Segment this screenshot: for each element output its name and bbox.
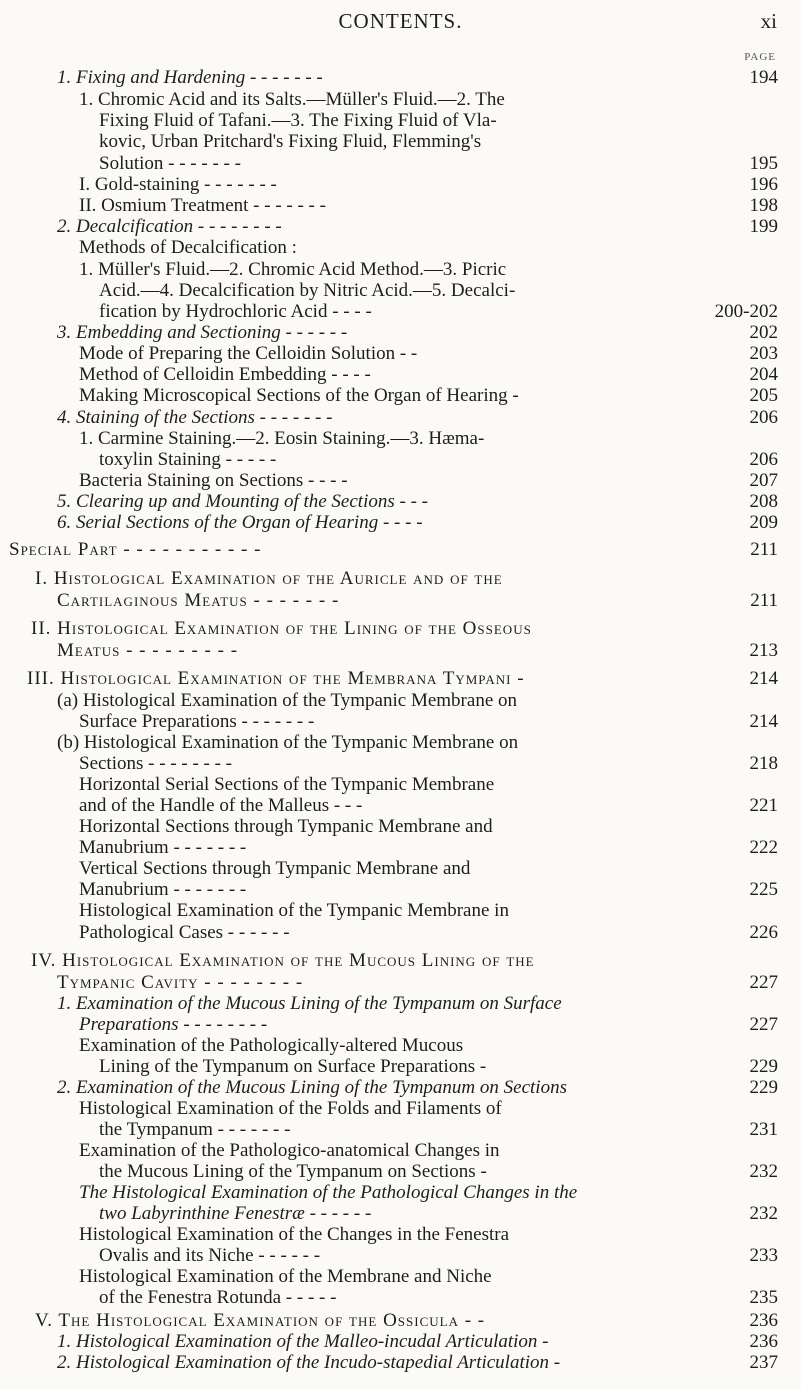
toc-entry-text: the Mucous Lining of the Tympanum on Sections - <box>99 1161 487 1182</box>
toc-entry-text: and of the Handle of the Malleus - - - <box>79 795 363 816</box>
toc-entry-page: 206 <box>749 449 778 470</box>
toc-entry-page: 227 <box>749 1014 778 1035</box>
toc-entry-page: 205 <box>749 385 778 406</box>
toc-entry-text: Sections - - - - - - - - <box>79 753 233 774</box>
toc-entry <box>0 449 801 471</box>
toc-entry-text: 2. Decalcification - - - - - - - - <box>57 216 282 237</box>
toc-entry <box>0 837 801 859</box>
toc-entry-text: Method of Celloidin Embedding - - - - <box>79 364 371 385</box>
toc-entry <box>0 711 801 733</box>
toc-entry-text: II. Osmium Treatment - - - - - - - <box>79 195 326 216</box>
toc-entry-text: Histological Examination of the Tympanic Membrane in <box>79 900 509 921</box>
toc-entry <box>0 590 801 612</box>
page-header <box>0 0 801 40</box>
toc-entry-page: 202 <box>749 322 778 343</box>
toc-entry <box>0 364 801 386</box>
toc-entry-text: III. Histological Examination of the Membrana Tympani - <box>27 668 525 689</box>
toc-entry-text: Manubrium - - - - - - - <box>79 879 247 900</box>
toc-entry <box>0 816 801 838</box>
toc-entry-page: 218 <box>749 753 778 774</box>
toc-entry-page: 235 <box>749 1287 778 1308</box>
toc-entry-page: 204 <box>749 364 778 385</box>
toc-entry-text: Ovalis and its Niche - - - - - - <box>99 1245 321 1266</box>
toc-entry-text: (b) Histological Examination of the Tympanic Membrane on <box>57 732 519 753</box>
toc-entry <box>0 1182 801 1204</box>
toc-entry <box>0 1203 801 1225</box>
toc-entry <box>0 428 801 450</box>
toc-entry <box>0 1331 801 1353</box>
toc-entry <box>0 950 801 972</box>
toc-entry <box>0 640 801 662</box>
toc-entry-page: 211 <box>750 590 778 611</box>
toc-entry <box>0 753 801 775</box>
toc-entry-text: Cartilaginous Meatus - - - - - - - <box>57 590 340 611</box>
toc-entry <box>0 301 801 323</box>
toc-entry-text: Histological Examination of the Folds and Filaments of <box>79 1098 502 1119</box>
toc-entry-text: Vertical Sections through Tympanic Membrane and <box>79 858 471 879</box>
toc-entry <box>0 491 801 513</box>
toc-entry-text: 1. Müller's Fluid.—2. Chromic Acid Method.—3. Picric <box>79 259 507 280</box>
toc-entry <box>0 195 801 217</box>
toc-entry <box>0 1352 801 1374</box>
toc-entry <box>0 89 801 111</box>
toc-entry <box>0 1266 801 1288</box>
toc-entry-page: 227 <box>749 972 778 993</box>
toc-entry-page: 196 <box>749 174 778 195</box>
toc-entry-text: I. Gold-staining - - - - - - - <box>79 174 277 195</box>
toc-entry <box>0 539 801 561</box>
toc-entry <box>0 922 801 944</box>
toc-entry-text: fication by Hydrochloric Acid - - - - <box>99 301 372 322</box>
toc-entry-text: Lining of the Tympanum on Surface Preparations - <box>99 1056 487 1077</box>
toc-entry-text: Solution - - - - - - - <box>99 153 241 174</box>
toc-entry-text: 2. Histological Examination of the Incudo-stapedial Articulation - <box>57 1352 561 1373</box>
toc-entry-page: 213 <box>749 640 778 661</box>
toc-entry-page: 232 <box>749 1203 778 1224</box>
toc-entry-text: Making Microscopical Sections of the Organ of Hearing - <box>79 385 519 406</box>
toc-entry-text: Examination of the Pathologico-anatomical Changes in <box>79 1140 500 1161</box>
toc-entry-text: Horizontal Sections through Tympanic Membrane and <box>79 816 493 837</box>
toc-entry <box>0 900 801 922</box>
toc-entry <box>0 131 801 153</box>
toc-entry <box>0 1224 801 1246</box>
toc-entry <box>0 732 801 754</box>
toc-entry-page: 198 <box>749 195 778 216</box>
toc-entry-text: of the Fenestra Rotunda - - - - - <box>99 1287 337 1308</box>
toc-entry-text: IV. Histological Examination of the Mucous Lining of the <box>31 950 535 971</box>
toc-entry-text: Histological Examination of the Membrane and Niche <box>79 1266 492 1287</box>
toc-entry <box>0 858 801 880</box>
toc-entry <box>0 174 801 196</box>
toc-entry <box>0 1161 801 1183</box>
toc-entry-text: Mode of Preparing the Celloidin Solution - - <box>79 343 418 364</box>
toc-entry-text: Manubrium - - - - - - - <box>79 837 247 858</box>
toc-entry-page: 236 <box>749 1310 778 1331</box>
toc-entry <box>0 153 801 175</box>
toc-entry-page: 208 <box>749 491 778 512</box>
toc-entry <box>0 259 801 281</box>
toc-entry <box>0 1287 801 1309</box>
toc-entry <box>0 280 801 302</box>
toc-entry-page: 206 <box>749 407 778 428</box>
toc-entry-page: 207 <box>749 470 778 491</box>
toc-entry <box>0 993 801 1015</box>
toc-entry-page: 214 <box>749 668 778 689</box>
toc-entry-page: 222 <box>749 837 778 858</box>
toc-entry-text: Acid.—4. Decalcification by Nitric Acid.—5. Decalci- <box>99 280 516 301</box>
toc-entry-text: kovic, Urban Pritchard's Fixing Fluid, Flemming's <box>99 131 482 152</box>
toc-entry-page: 214 <box>749 711 778 732</box>
toc-entry <box>0 67 801 89</box>
toc-entry-text: 1. Carmine Staining.—2. Eosin Staining.—3. Hæma- <box>79 428 485 449</box>
toc-entry-text: Horizontal Serial Sections of the Tympanic Membrane <box>79 774 495 795</box>
page-title: CONTENTS. <box>338 9 463 33</box>
toc-entry-text: The Histological Examination of the Pathological Changes in the <box>79 1182 578 1203</box>
toc-entry-text: two Labyrinthine Fenestræ - - - - - - <box>99 1203 372 1224</box>
toc-entry <box>0 668 801 690</box>
toc-entry <box>0 407 801 429</box>
toc-entry-text: Bacteria Staining on Sections - - - - <box>79 470 348 491</box>
toc-entry-text: Surface Preparations - - - - - - - <box>79 711 315 732</box>
toc-entry-text: 1. Chromic Acid and its Salts.—Müller's Fluid.—2. The <box>79 89 505 110</box>
toc-entry <box>0 1245 801 1267</box>
toc-entry <box>0 690 801 712</box>
toc-entry-page: 229 <box>749 1056 778 1077</box>
toc-entry-text: Pathological Cases - - - - - - <box>79 922 290 943</box>
toc-entry-text: Special Part - - - - - - - - - - - <box>9 539 262 560</box>
toc-entry <box>0 1035 801 1057</box>
toc-entry-text: II. Histological Examination of the Lining of the Osseous <box>31 618 532 639</box>
toc-entry <box>0 512 801 534</box>
toc-entry-text: Tympanic Cavity - - - - - - - - <box>57 972 304 993</box>
toc-entry <box>0 1098 801 1120</box>
toc-entry <box>0 343 801 365</box>
toc-entry-text: I. Histological Examination of the Auricle and of the <box>35 568 503 589</box>
page-column-label: PAGE <box>744 51 776 63</box>
toc-entry-page: 209 <box>749 512 778 533</box>
toc-entry-page: 203 <box>749 343 778 364</box>
toc-entry-page: 232 <box>749 1161 778 1182</box>
toc-entry <box>0 322 801 344</box>
toc-entry-page: 195 <box>749 153 778 174</box>
toc-entry-text: 1. Fixing and Hardening - - - - - - - <box>57 67 323 88</box>
toc-entry <box>0 774 801 796</box>
toc-entry <box>0 385 801 407</box>
toc-entry-text: toxylin Staining - - - - - <box>99 449 277 470</box>
toc-entry-text: 6. Serial Sections of the Organ of Hearing - - - - <box>57 512 423 533</box>
toc-entry <box>0 237 801 259</box>
toc-entry-text: 5. Clearing up and Mounting of the Sections - - - <box>57 491 428 512</box>
toc-entry-page: 237 <box>749 1352 778 1373</box>
toc-entry-text: Methods of Decalcification : <box>79 237 297 258</box>
toc-entry-page: 221 <box>749 795 778 816</box>
toc-entry <box>0 1140 801 1162</box>
toc-entry <box>0 972 801 994</box>
toc-entry <box>0 1014 801 1036</box>
toc-entry-page: 225 <box>749 879 778 900</box>
toc-entry-page: 236 <box>749 1331 778 1352</box>
toc-entry-text: 1. Histological Examination of the Malleo-incudal Articulation - <box>57 1331 549 1352</box>
toc-entry-page: 211 <box>750 539 778 560</box>
toc-entry <box>0 1056 801 1078</box>
toc-entry-text: 4. Staining of the Sections - - - - - - - <box>57 407 333 428</box>
toc-entry-page: 194 <box>749 67 778 88</box>
toc-entry <box>0 470 801 492</box>
toc-entry-page: 199 <box>749 216 778 237</box>
toc-entry <box>0 1119 801 1141</box>
toc-entry <box>0 1310 801 1332</box>
toc-entry-page: 226 <box>749 922 778 943</box>
toc-entry <box>0 568 801 590</box>
toc-entry-text: the Tympanum - - - - - - - <box>99 1119 291 1140</box>
toc-entry-text: (a) Histological Examination of the Tympanic Membrane on <box>57 690 517 711</box>
toc-entry <box>0 1077 801 1099</box>
toc-entry <box>0 618 801 640</box>
toc-entry-text: Preparations - - - - - - - - <box>79 1014 268 1035</box>
toc-entry-page: 233 <box>749 1245 778 1266</box>
page-number: xi <box>760 9 777 33</box>
toc-entry-text: Fixing Fluid of Tafani.—3. The Fixing Fluid of Vla- <box>99 110 497 131</box>
toc-entry-text: 2. Examination of the Mucous Lining of the Tympanum on Sections <box>57 1077 567 1098</box>
toc-entry <box>0 110 801 132</box>
toc-entry <box>0 795 801 817</box>
toc-entry-page: 200-202 <box>714 301 778 322</box>
toc-entry-text: 1. Examination of the Mucous Lining of the Tympanum on Surface <box>57 993 562 1014</box>
toc-entry <box>0 216 801 238</box>
toc-entry-text: 3. Embedding and Sectioning - - - - - - <box>57 322 348 343</box>
toc-entry-text: Histological Examination of the Changes in the Fenestra <box>79 1224 510 1245</box>
toc-entry-text: Examination of the Pathologically-altered Mucous <box>79 1035 464 1056</box>
toc-entry-page: 231 <box>749 1119 778 1140</box>
toc-entry-text: V. The Histological Examination of the Ossicula - - <box>35 1310 486 1331</box>
toc-entry <box>0 879 801 901</box>
toc-entry-text: Meatus - - - - - - - - - <box>57 640 239 661</box>
toc-entry-page: 229 <box>749 1077 778 1098</box>
